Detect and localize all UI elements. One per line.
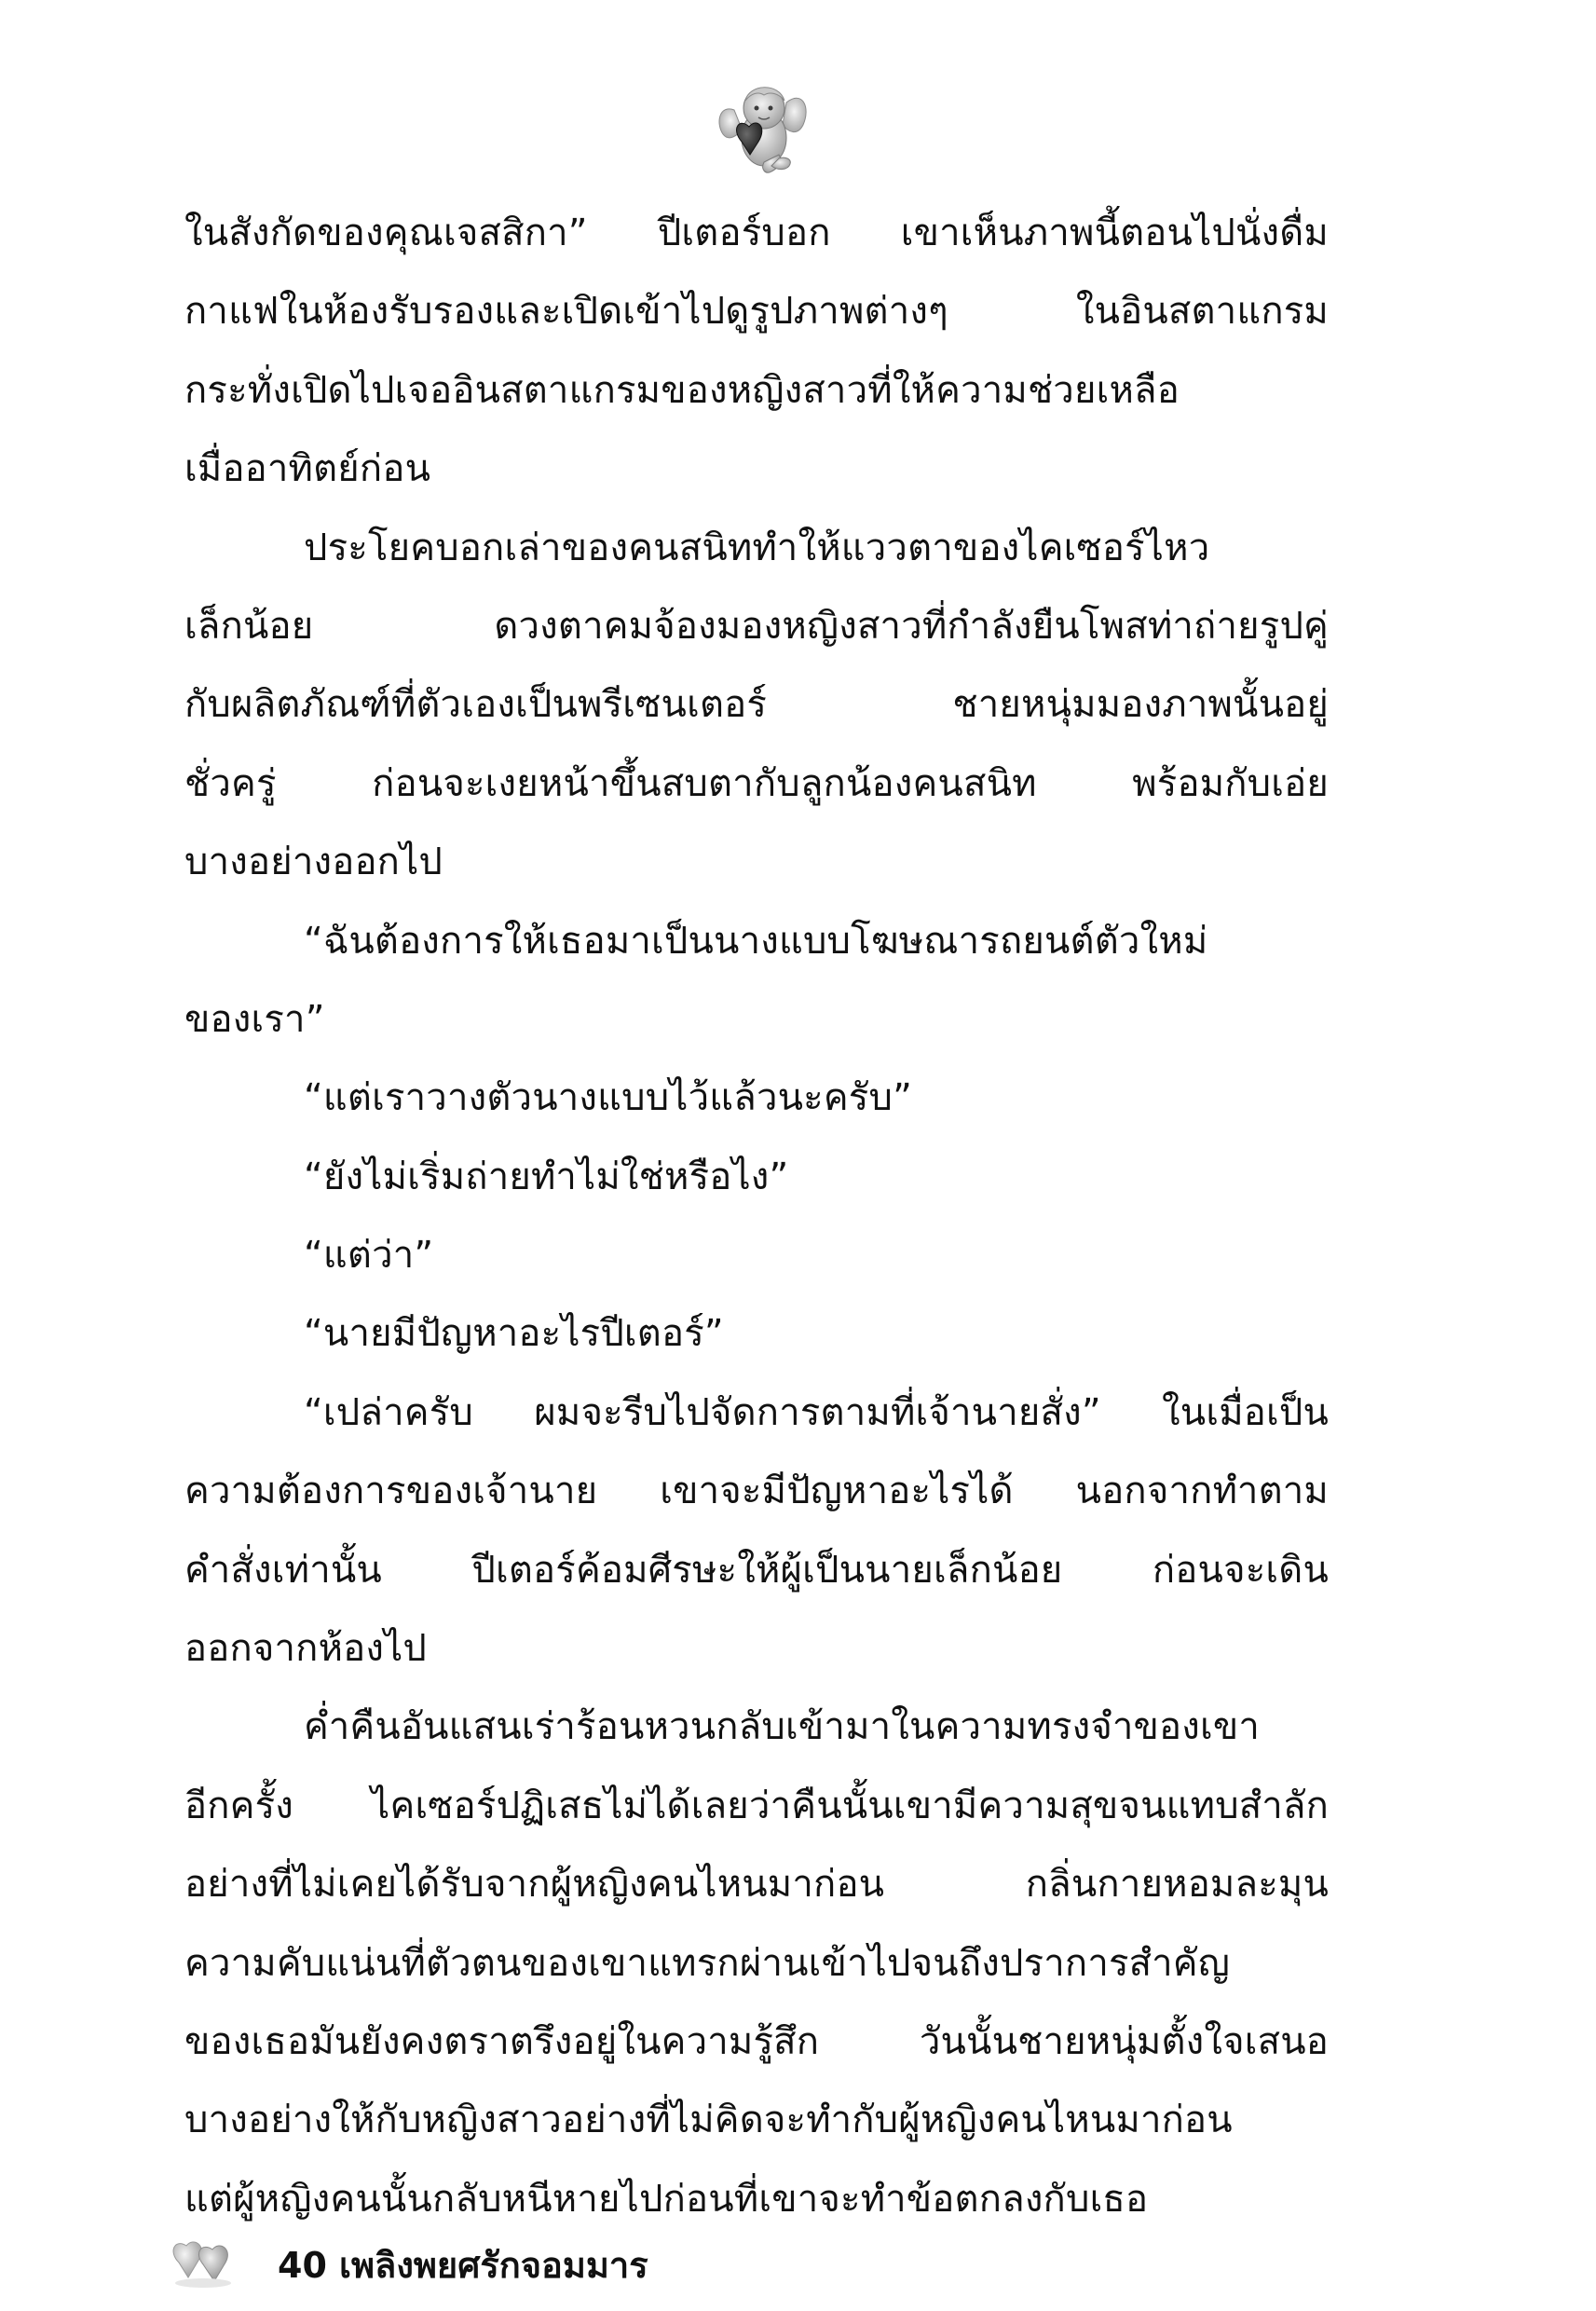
text-line: บางอย่างให้กับหญิงสาวอย่างที่ไม่คิดจะทำกับผู้หญิงคนไหนมาก่อน	[184, 2099, 1233, 2142]
dialogue-line: “นายมีปัญหาอะไรปีเตอร์”	[304, 1312, 724, 1356]
body-text	[184, 194, 1329, 2238]
text-line: ชั่วครู่ ก่อนจะเงยหน้าขึ้นสบตากับลูกน้องคนสนิท พร้อมกับเอ่ย	[184, 761, 1329, 805]
text-line: ของเธอมันยังคงตราตรึงอยู่ในความรู้สึก วันนั้นชายหนุ่มตั้งใจเสนอ	[184, 2019, 1329, 2063]
text-line: อีกครั้ง ไคเซอร์ปฏิเสธไม่ได้เลยว่าคืนนั้นเขามีความสุขจนแทบสำลัก	[184, 1784, 1329, 1827]
text-line: กระทั่งเปิดไปเจออินสตาแกรมของหญิงสาวที่ให้ความช่วยเหลือ	[184, 368, 1180, 412]
dialogue-line: “แต่เราวางตัวนางแบบไว้แล้วนะครับ”	[304, 1076, 913, 1120]
text-line: เมื่ออาทิตย์ก่อน	[184, 447, 431, 491]
text-line: กับผลิตภัณฑ์ที่ตัวเองเป็นพรีเซนเตอร์ ชายหนุ่มมองภาพนั้นอยู่	[184, 683, 1329, 727]
text-line: แต่ผู้หญิงคนนั้นกลับหนีหายไปก่อนที่เขาจะทำข้อตกลงกับเธอ	[184, 2177, 1149, 2221]
text-line: คำสั่งเท่านั้น ปีเตอร์ค้อมศีรษะให้ผู้เป็นนายเล็กน้อย ก่อนจะเดิน	[184, 1548, 1329, 1592]
page-number: 40	[278, 2245, 327, 2286]
text-line: “เปล่าครับ ผมจะรีบไปจัดการตามที่เจ้านายสั่ง” ในเมื่อเป็น	[304, 1390, 1329, 1434]
text-line: บางอย่างออกไป	[184, 841, 443, 884]
page-footer	[166, 2235, 818, 2305]
text-line: อย่างที่ไม่เคยได้รับจากผู้หญิงคนไหนมาก่อน กลิ่นกายหอมละมุน	[184, 1863, 1329, 1907]
text-line: ค่ำคืนอันแสนเร่าร้อนหวนกลับเข้ามาในความทรงจำของเขา	[304, 1705, 1261, 1749]
dialogue-line: “แต่ว่า”	[304, 1234, 434, 1278]
text-line: กาแฟในห้องรับรองและเปิดเข้าไปดูรูปภาพต่างๆ ในอินสตาแกรม	[184, 290, 1329, 334]
text-line: ความคับแน่นที่ตัวตนของเขาแทรกผ่านเข้าไปจนถึงปราการสำคัญ	[184, 1941, 1230, 1985]
text-line: ออกจากห้องไป	[184, 1627, 428, 1671]
text-line: ความต้องการของเจ้านาย เขาจะมีปัญหาอะไรได้ นอกจากทำตาม	[184, 1470, 1329, 1513]
text-line: ของเรา”	[184, 997, 325, 1041]
text-line: ประโยคบอกเล่าของคนสนิททำให้แววตาของไคเซอร์ไหว	[304, 526, 1210, 569]
text-line: เล็กน้อย ดวงตาคมจ้องมองหญิงสาวที่กำลังยืนโพสท่าถ่ายรูปคู่	[184, 604, 1329, 648]
book-title: เพลิงพยศรักจอมมาร	[339, 2245, 648, 2286]
twin-hearts-icon	[166, 2235, 240, 2290]
cherub-holding-heart-icon	[714, 76, 811, 177]
dialogue-line: “ยังไม่เริ่มถ่ายทำไม่ใช่หรือไง”	[304, 1155, 789, 1198]
text-line: “ฉันต้องการให้เธอมาเป็นนางแบบโฆษณารถยนต์ตัวใหม่	[304, 919, 1208, 963]
text-line: ในสังกัดของคุณเจสสิกา” ปีเตอร์บอก เขาเห็นภาพนี้ตอนไปนั่งดื่ม	[184, 212, 1329, 254]
